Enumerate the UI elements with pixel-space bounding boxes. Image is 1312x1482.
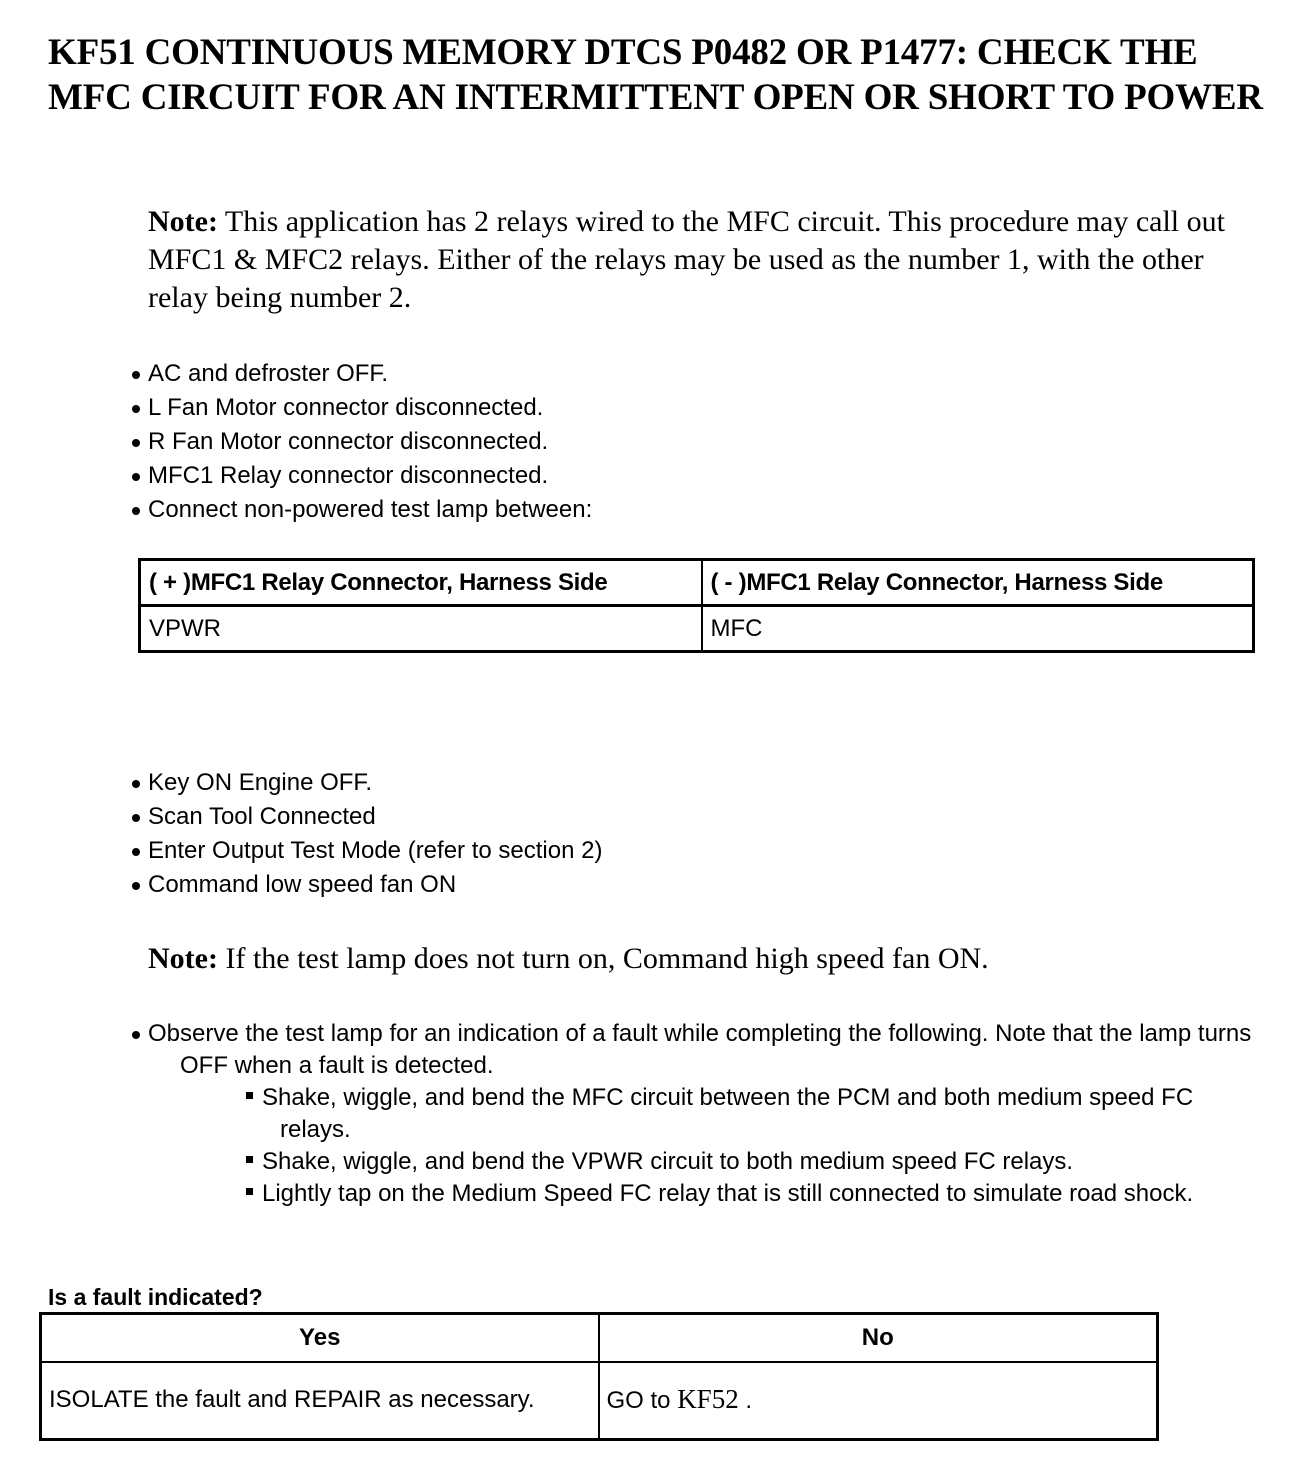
sub-step-text: Shake, wiggle, and bend the MFC circuit between the PCM and both medium speed FC relays. [262,1084,1194,1143]
bullet-icon [132,439,140,447]
bullet-icon [132,814,140,822]
yes-action-cell: ISOLATE the fault and REPAIR as necessary. [41,1362,599,1440]
question-heading: Is a fault indicated? [48,1284,263,1310]
observe-text: Observe the test lamp for an indication of a fault while completing the following. Note that the lamp turns OFF when a fault is detected. [148,1020,1252,1079]
step-text: Scan Tool Connected [148,803,376,830]
negative-lead-header: ( - )MFC1 Relay Connector, Harness Side [702,560,1254,606]
test-steps-list [130,766,602,902]
sub-steps-list [230,1082,1260,1210]
list-item [130,1018,1260,1210]
bullet-icon [132,1031,140,1039]
no-action-prefix: GO to [606,1387,678,1415]
sub-step-text: Shake, wiggle, and bend the VPWR circuit to both medium speed FC relays. [262,1148,1074,1175]
sub-list-item [230,1146,1260,1178]
square-bullet-icon [246,1156,253,1163]
note-text: If the test lamp does not turn on, Command high speed fan ON. [217,942,989,975]
no-header: No [599,1314,1158,1362]
step-text: Enter Output Test Mode (refer to section 2) [148,837,603,864]
step-text: R Fan Motor connector disconnected. [148,428,549,455]
step-text: Connect non-powered test lamp between: [148,496,593,523]
bullet-icon [132,780,140,788]
sub-list-item [230,1082,1260,1146]
list-item [130,425,592,459]
table-row [41,1362,1158,1440]
list-item [130,357,592,391]
no-action-cell [599,1362,1158,1440]
answer-table [39,1312,1159,1441]
list-item [130,766,602,800]
square-bullet-icon [246,1092,253,1099]
negative-lead-cell: MFC [702,606,1254,652]
bullet-icon [132,507,140,515]
table-header-row [140,560,1254,606]
positive-lead-cell: VPWR [140,606,702,652]
page-title: KF51 CONTINUOUS MEMORY DTCS P0482 OR P1477: CHECK THE MFC CIRCUIT FOR AN INTERMITTENT OPEN OR SHORT TO POWER [48,32,1263,118]
yes-header: Yes [41,1314,599,1362]
bullet-icon [132,882,140,890]
list-item [130,391,592,425]
bullet-icon [132,473,140,481]
step-text: L Fan Motor connector disconnected. [148,394,544,421]
note-label: Note: [148,942,218,975]
no-action-suffix: . [738,1387,753,1415]
sub-step-text: Lightly tap on the Medium Speed FC relay that is still connected to simulate road shock. [262,1180,1194,1207]
step-text: Command low speed fan ON [148,871,457,898]
list-item [130,868,602,902]
observe-steps-list [130,1018,1260,1210]
list-item [130,493,592,527]
step-text: AC and defroster OFF. [148,360,389,387]
bullet-icon [132,848,140,856]
positive-lead-header: ( + )MFC1 Relay Connector, Harness Side [140,560,702,606]
square-bullet-icon [246,1188,253,1195]
sub-list-item [230,1178,1260,1210]
bullet-icon [132,371,140,379]
bullet-icon [132,405,140,413]
table-header-row [41,1314,1158,1362]
step-text: MFC1 Relay connector disconnected. [148,462,549,489]
kf52-link[interactable]: KF52 [677,1384,739,1415]
note-high-speed-fan [148,940,1268,978]
note-label: Note: [148,205,218,238]
connection-table [138,558,1255,653]
step-text: Key ON Engine OFF. [148,769,373,796]
setup-steps-list [130,357,592,527]
list-item [130,459,592,493]
note-text: This application has 2 relays wired to the MFC circuit. This procedure may call out MFC1 & MFC2 relays. Either of the relays may be used as the number 1, with the other relay being number 2. [148,205,1225,314]
list-item [130,800,602,834]
table-row [140,606,1254,652]
note-relays [148,203,1268,317]
list-item [130,834,602,868]
